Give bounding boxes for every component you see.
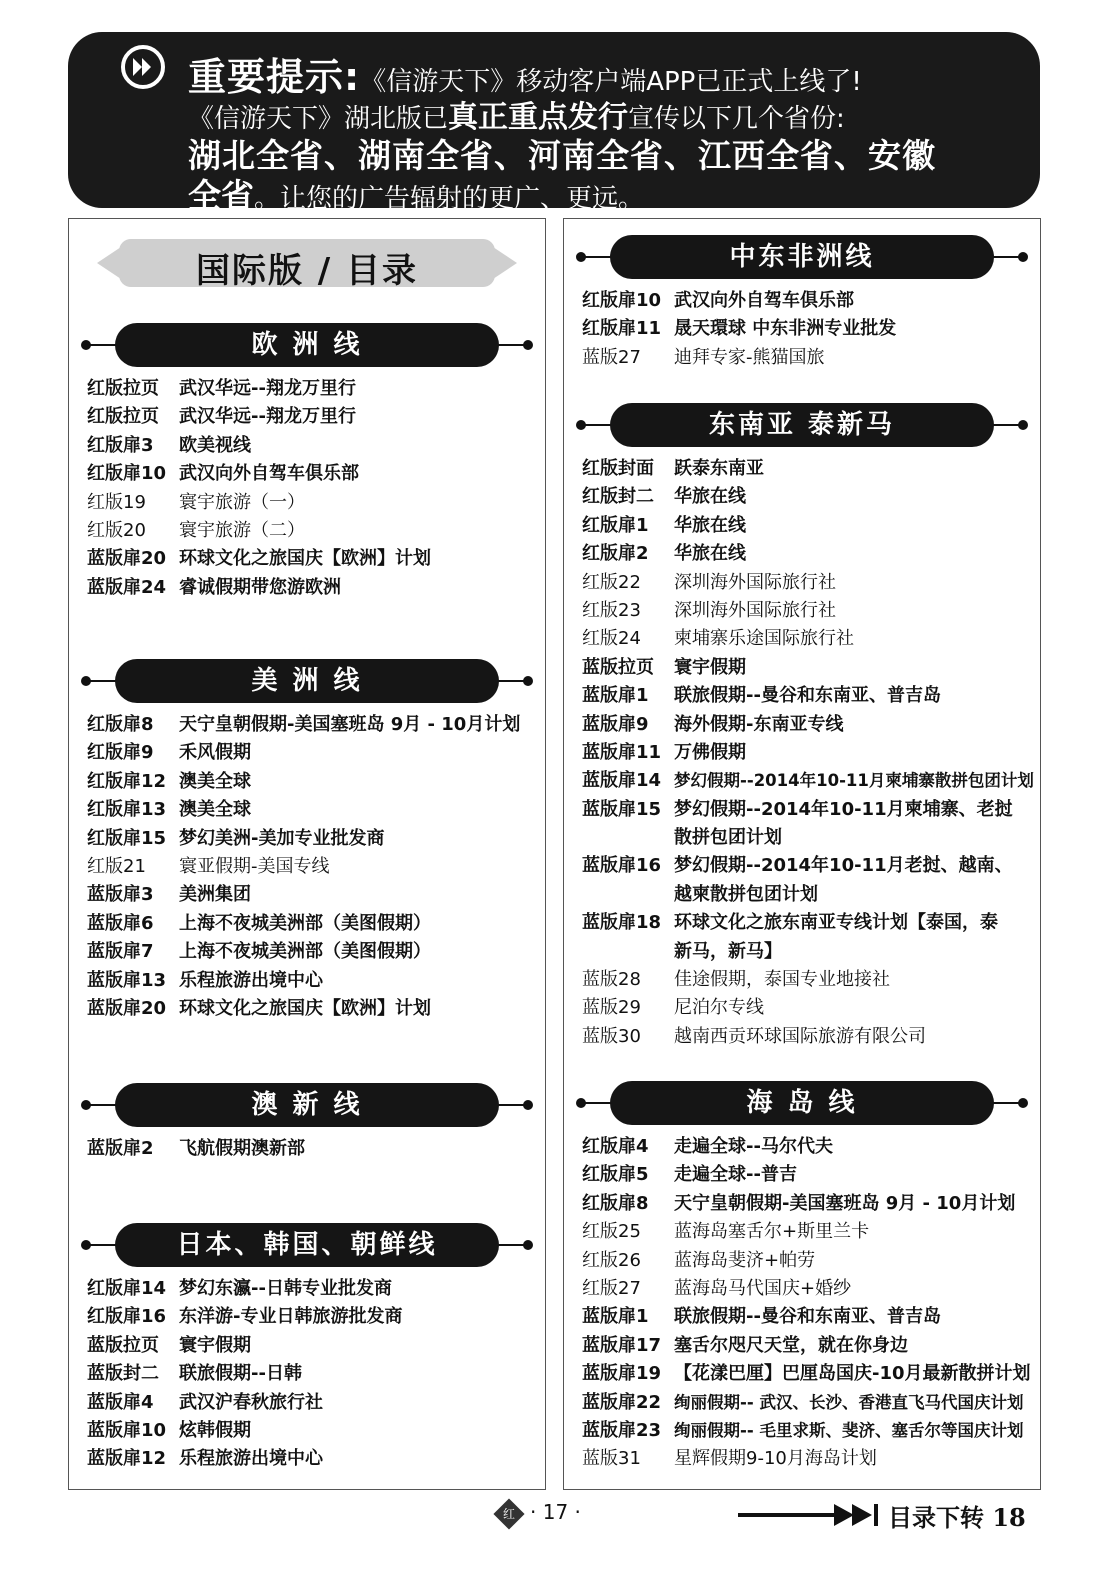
page-code: 红版23 xyxy=(582,599,641,621)
advertiser-name: 澳美全球 xyxy=(179,799,251,821)
continued-next-page: 目录下转 18 xyxy=(888,1503,1026,1532)
list-item xyxy=(564,1417,1040,1445)
section-title: 海 岛 线 xyxy=(610,1081,994,1125)
advertiser-name: 散拼包团计划 xyxy=(674,827,782,849)
section-title: 中东非洲线 xyxy=(610,235,994,279)
list-item xyxy=(564,1218,1040,1246)
list-item xyxy=(564,852,1040,880)
section-header xyxy=(69,1223,545,1267)
section-header xyxy=(69,1083,545,1127)
list-item xyxy=(69,853,545,881)
notice-banner xyxy=(68,32,1040,215)
entry-list xyxy=(69,711,545,1023)
entry-list xyxy=(69,1275,545,1474)
section-header xyxy=(564,403,1040,447)
section-right-0 xyxy=(564,235,1040,372)
advertiser-name: 睿诚假期带您游欧洲 xyxy=(179,576,341,598)
catalog-title: 国际版 / 目录 xyxy=(195,251,419,291)
page-code: 蓝版扉7 xyxy=(87,941,154,963)
advertiser-name: 越柬散拼包团计划 xyxy=(674,883,818,905)
list-item xyxy=(564,966,1040,994)
advertiser-name: 越南西贡环球国际旅游有限公司 xyxy=(674,1025,926,1047)
page-footer xyxy=(0,1494,1110,1534)
page-code: 蓝版扉11 xyxy=(582,741,662,763)
advertiser-name: 欧美视线 xyxy=(179,434,251,456)
page-code: 红版扉10 xyxy=(582,290,662,311)
list-item xyxy=(564,483,1040,511)
page-code: 红版扉13 xyxy=(87,799,167,821)
advertiser-name: 联旅假期--曼谷和东南亚、普吉岛 xyxy=(674,1306,941,1328)
page-code: 蓝版封二 xyxy=(87,1363,159,1385)
entry-list xyxy=(69,375,545,602)
page-code: 蓝版拉页 xyxy=(87,1334,159,1356)
list-item xyxy=(69,1332,545,1360)
advertiser-name: 上海不夜城美洲部（美图假期） xyxy=(179,912,431,934)
advertiser-name: 蓝海岛塞舌尔+斯里兰卡 xyxy=(674,1221,870,1243)
double-arrow-icon xyxy=(738,1500,880,1530)
list-item xyxy=(69,517,545,545)
list-item xyxy=(69,796,545,824)
advertiser-name: 武汉沪春秋旅行社 xyxy=(179,1391,323,1413)
list-item xyxy=(564,512,1040,540)
notice-line-1: 重要提示:《信游天下》移动客户端APP已正式上线了! xyxy=(188,55,862,99)
list-item xyxy=(69,375,545,403)
page-code: 红版扉10 xyxy=(87,463,167,485)
page-code: 红版扉9 xyxy=(87,742,154,764)
page-code: 蓝版扉9 xyxy=(582,713,649,735)
list-item xyxy=(564,540,1040,568)
page-code: 蓝版扉2 xyxy=(87,1138,154,1159)
page-code: 蓝版扉1 xyxy=(582,685,649,707)
advertiser-name: 武汉华远--翔龙万里行 xyxy=(179,406,356,428)
list-item xyxy=(564,909,1040,937)
advertiser-name: 深圳海外国际旅行社 xyxy=(674,599,836,621)
list-item xyxy=(564,824,1040,852)
list-item xyxy=(69,1303,545,1331)
page-code: 红版26 xyxy=(582,1249,641,1271)
section-title: 美 洲 线 xyxy=(115,659,499,703)
section-title: 东南亚 泰新马 xyxy=(610,403,994,447)
page-code: 红版扉16 xyxy=(87,1306,167,1328)
page-code: 红版扉3 xyxy=(87,434,154,456)
advertiser-name: 蓝海岛斐济+帕劳 xyxy=(674,1249,816,1271)
page-number: 红 · 17 · xyxy=(498,1500,581,1525)
page-code: 红版22 xyxy=(582,571,641,593)
list-item xyxy=(564,315,1040,343)
list-item xyxy=(69,711,545,739)
list-item xyxy=(564,994,1040,1022)
page-code: 蓝版扉23 xyxy=(582,1419,662,1441)
page-code: 红版24 xyxy=(582,628,641,650)
section-title: 澳 新 线 xyxy=(115,1083,499,1127)
advertiser-name: 走遍全球--马尔代夫 xyxy=(674,1136,833,1157)
advertiser-name: 东洋游-专业日韩旅游批发商 xyxy=(179,1306,403,1328)
notice-line-3: 湖北全省、湖南全省、河南全省、江西全省、安徽 xyxy=(188,136,936,175)
advertiser-name: 澳美全球 xyxy=(179,770,251,792)
list-item xyxy=(69,938,545,966)
advertiser-name: 【花漾巴厘】巴厘岛国庆-10月最新散拼计划 xyxy=(674,1363,1031,1385)
list-item xyxy=(69,881,545,909)
page-code: 蓝版扉20 xyxy=(87,997,167,1019)
page-code: 蓝版扉20 xyxy=(87,548,167,570)
page-code: 红版27 xyxy=(582,1277,641,1299)
page-code: 蓝版31 xyxy=(582,1448,641,1470)
list-item xyxy=(69,825,545,853)
list-item xyxy=(564,287,1040,315)
list-item xyxy=(564,796,1040,824)
advertiser-name: 联旅假期--曼谷和东南亚、普吉岛 xyxy=(674,685,941,707)
list-item xyxy=(564,569,1040,597)
page-code: 红版封面 xyxy=(582,458,654,479)
list-item xyxy=(69,489,545,517)
advertiser-name: 乐程旅游出境中心 xyxy=(179,969,323,991)
list-item xyxy=(564,881,1040,909)
page-code: 蓝版扉18 xyxy=(582,912,662,934)
page-code: 红版19 xyxy=(87,491,146,513)
section-right-1 xyxy=(564,403,1040,1051)
advertiser-name: 联旅假期--日韩 xyxy=(179,1363,302,1385)
list-item xyxy=(564,1161,1040,1189)
list-item xyxy=(69,403,545,431)
list-item xyxy=(564,455,1040,483)
advertiser-name: 迪拜专家-熊猫国旅 xyxy=(674,346,825,368)
page-code: 红版扉4 xyxy=(582,1136,649,1157)
page-code: 蓝版扉6 xyxy=(87,912,154,934)
list-item xyxy=(69,1389,545,1417)
list-item xyxy=(69,545,545,573)
advertiser-name: 美洲集团 xyxy=(179,884,251,906)
entry-list xyxy=(564,1133,1040,1474)
list-item xyxy=(69,1417,545,1445)
advertiser-name: 跃泰东南亚 xyxy=(674,458,764,479)
advertiser-name: 梦幻假期--2014年10-11月老挝、越南、 xyxy=(674,855,1013,877)
section-left-0 xyxy=(69,323,545,602)
section-title: 日本、韩国、朝鲜线 xyxy=(115,1223,499,1267)
advertiser-name: 寰宇假期 xyxy=(674,656,746,678)
notice-title: 重要提示: xyxy=(188,55,361,99)
page-code: 蓝版28 xyxy=(582,969,641,991)
advertiser-name: 深圳海外国际旅行社 xyxy=(674,571,836,593)
advertiser-name: 寰宇旅游（二） xyxy=(179,519,305,541)
left-column xyxy=(68,218,546,1490)
list-item xyxy=(69,1135,545,1163)
advertiser-name: 飞航假期澳新部 xyxy=(179,1138,305,1159)
page-code: 红版扉8 xyxy=(87,714,154,735)
page-code: 蓝版扉3 xyxy=(87,884,154,906)
advertiser-name: 寰宇旅游（一） xyxy=(179,491,305,513)
list-item xyxy=(564,597,1040,625)
list-item xyxy=(69,460,545,488)
list-item xyxy=(564,767,1040,795)
advertiser-name: 蓝海岛马代国庆+婚纱 xyxy=(674,1277,852,1299)
advertiser-name: 梦幻美洲-美加专业批发商 xyxy=(179,827,385,849)
page-code: 红版扉8 xyxy=(582,1192,649,1214)
page-code: 蓝版27 xyxy=(582,346,641,368)
list-item xyxy=(564,938,1040,966)
list-item xyxy=(564,1360,1040,1388)
advertiser-name: 华旅在线 xyxy=(674,514,746,536)
list-item xyxy=(564,682,1040,710)
section-header xyxy=(69,659,545,703)
page-code: 蓝版扉13 xyxy=(87,969,167,991)
page-code: 红版拉页 xyxy=(87,378,159,399)
advertiser-name: 佳途假期，泰国专业地接社 xyxy=(674,969,890,991)
advertiser-name: 环球文化之旅国庆【欧洲】计划 xyxy=(179,997,431,1019)
page-code: 红版扉1 xyxy=(582,514,649,536)
advertiser-name: 星辉假期9-10月海岛计划 xyxy=(674,1448,877,1470)
page-code: 蓝版扉4 xyxy=(87,1391,154,1413)
list-item xyxy=(69,739,545,767)
list-item xyxy=(564,1303,1040,1331)
list-item xyxy=(69,432,545,460)
advertiser-name: 绚丽假期-- 毛里求斯、斐济、塞舌尔等国庆计划 xyxy=(674,1420,1024,1440)
page-code: 红版扉11 xyxy=(582,318,662,340)
list-item xyxy=(564,1445,1040,1473)
advertiser-name: 柬埔寨乐途国际旅行社 xyxy=(674,628,854,650)
page-code: 红版25 xyxy=(582,1221,641,1243)
notice-line-4: 全省。让您的广告辐射的更广、更远。 xyxy=(188,176,645,215)
page-code: 红版扉15 xyxy=(87,827,167,849)
section-header xyxy=(69,323,545,367)
page-code: 蓝版扉22 xyxy=(582,1391,662,1413)
notice-line-2: 《信游天下》湖北版已真正重点发行宣传以下几个省份: xyxy=(188,100,845,135)
list-item xyxy=(564,1389,1040,1417)
advertiser-name: 上海不夜城美洲部（美图假期） xyxy=(179,941,431,963)
list-item xyxy=(69,1445,545,1473)
page-code: 蓝版拉页 xyxy=(582,656,654,678)
advertiser-name: 梦幻假期--2014年10-11月柬埔寨散拼包团计划 xyxy=(674,771,1034,791)
page-code: 蓝版29 xyxy=(582,997,641,1019)
entry-list xyxy=(564,287,1040,372)
list-item xyxy=(564,1247,1040,1275)
section-left-1 xyxy=(69,659,545,1023)
page-code: 红版封二 xyxy=(582,486,654,508)
advertiser-name: 寰亚假期-美国专线 xyxy=(179,855,330,877)
page-code: 蓝版30 xyxy=(582,1025,641,1047)
page-code: 红版扉2 xyxy=(582,543,649,565)
advertiser-name: 晟天環球 中东非洲专业批发 xyxy=(674,318,897,340)
page-code: 蓝版扉1 xyxy=(582,1306,649,1328)
advertiser-name: 塞舌尔咫尺天堂，就在你身边 xyxy=(674,1334,908,1356)
advertiser-name: 武汉向外自驾车俱乐部 xyxy=(674,290,854,311)
advertiser-name: 天宁皇朝假期-美国塞班岛 9月 - 10月计划 xyxy=(179,714,521,735)
list-item xyxy=(564,344,1040,372)
page-code: 蓝版扉24 xyxy=(87,576,167,598)
section-left-2 xyxy=(69,1083,545,1163)
advertiser-name: 环球文化之旅东南亚专线计划【泰国，泰 xyxy=(674,912,998,934)
page-code: 蓝版扉16 xyxy=(582,855,662,877)
advertiser-name: 梦幻东瀛--日韩专业批发商 xyxy=(179,1278,392,1299)
list-item xyxy=(564,1190,1040,1218)
list-item xyxy=(69,967,545,995)
page-code: 蓝版扉19 xyxy=(582,1363,662,1385)
advertiser-name: 天宁皇朝假期-美国塞班岛 9月 - 10月计划 xyxy=(674,1192,1016,1214)
list-item xyxy=(564,1133,1040,1161)
advertiser-name: 绚丽假期-- 武汉、长沙、香港直飞马代国庆计划 xyxy=(674,1392,1024,1412)
advertiser-name: 梦幻假期--2014年10-11月柬埔寨、老挝 xyxy=(674,798,1013,820)
arrow-circle-icon xyxy=(120,44,166,90)
list-item xyxy=(564,654,1040,682)
right-column xyxy=(563,218,1041,1490)
list-item xyxy=(564,1332,1040,1360)
section-right-2 xyxy=(564,1081,1040,1474)
advertiser-name: 炫韩假期 xyxy=(179,1419,251,1441)
section-header xyxy=(564,235,1040,279)
page-code: 红版拉页 xyxy=(87,406,159,428)
page-code: 红版扉14 xyxy=(87,1278,167,1299)
list-item xyxy=(69,995,545,1023)
list-item xyxy=(564,711,1040,739)
page-code: 红版21 xyxy=(87,855,146,877)
list-item xyxy=(69,768,545,796)
page-code: 红版20 xyxy=(87,519,146,541)
advertiser-name: 尼泊尔专线 xyxy=(674,997,764,1019)
list-item xyxy=(564,625,1040,653)
list-item xyxy=(564,1275,1040,1303)
page-code: 蓝版扉17 xyxy=(582,1334,662,1356)
section-left-3 xyxy=(69,1223,545,1474)
entry-list xyxy=(564,455,1040,1051)
list-item xyxy=(69,1275,545,1303)
list-item xyxy=(69,1360,545,1388)
entry-list xyxy=(69,1135,545,1163)
list-item xyxy=(69,574,545,602)
advertiser-name: 华旅在线 xyxy=(674,486,746,508)
advertiser-name: 寰宇假期 xyxy=(179,1334,251,1356)
advertiser-name: 海外假期-东南亚专线 xyxy=(674,713,844,735)
advertiser-name: 万佛假期 xyxy=(674,741,746,763)
list-item xyxy=(564,1023,1040,1051)
page-code: 蓝版扉10 xyxy=(87,1419,167,1441)
page-code: 红版扉12 xyxy=(87,770,167,792)
advertiser-name: 环球文化之旅国庆【欧洲】计划 xyxy=(179,548,431,570)
advertiser-name: 禾风假期 xyxy=(179,742,251,764)
section-title: 欧 洲 线 xyxy=(115,323,499,367)
advertiser-name: 华旅在线 xyxy=(674,543,746,565)
section-header xyxy=(564,1081,1040,1125)
list-item xyxy=(564,739,1040,767)
list-item xyxy=(69,910,545,938)
page-code: 蓝版扉14 xyxy=(582,770,662,792)
advertiser-name: 新马，新马】 xyxy=(674,940,782,962)
red-edition-badge: 红 xyxy=(493,1498,524,1529)
advertiser-name: 走遍全球--普吉 xyxy=(674,1164,797,1186)
advertiser-name: 乐程旅游出境中心 xyxy=(179,1448,323,1470)
advertiser-name: 武汉华远--翔龙万里行 xyxy=(179,378,356,399)
page-code: 蓝版扉15 xyxy=(582,798,662,820)
page-code: 红版扉5 xyxy=(582,1164,649,1186)
page-code: 蓝版扉12 xyxy=(87,1448,167,1470)
catalog-title-banner xyxy=(99,233,515,293)
advertiser-name: 武汉向外自驾车俱乐部 xyxy=(179,463,359,485)
